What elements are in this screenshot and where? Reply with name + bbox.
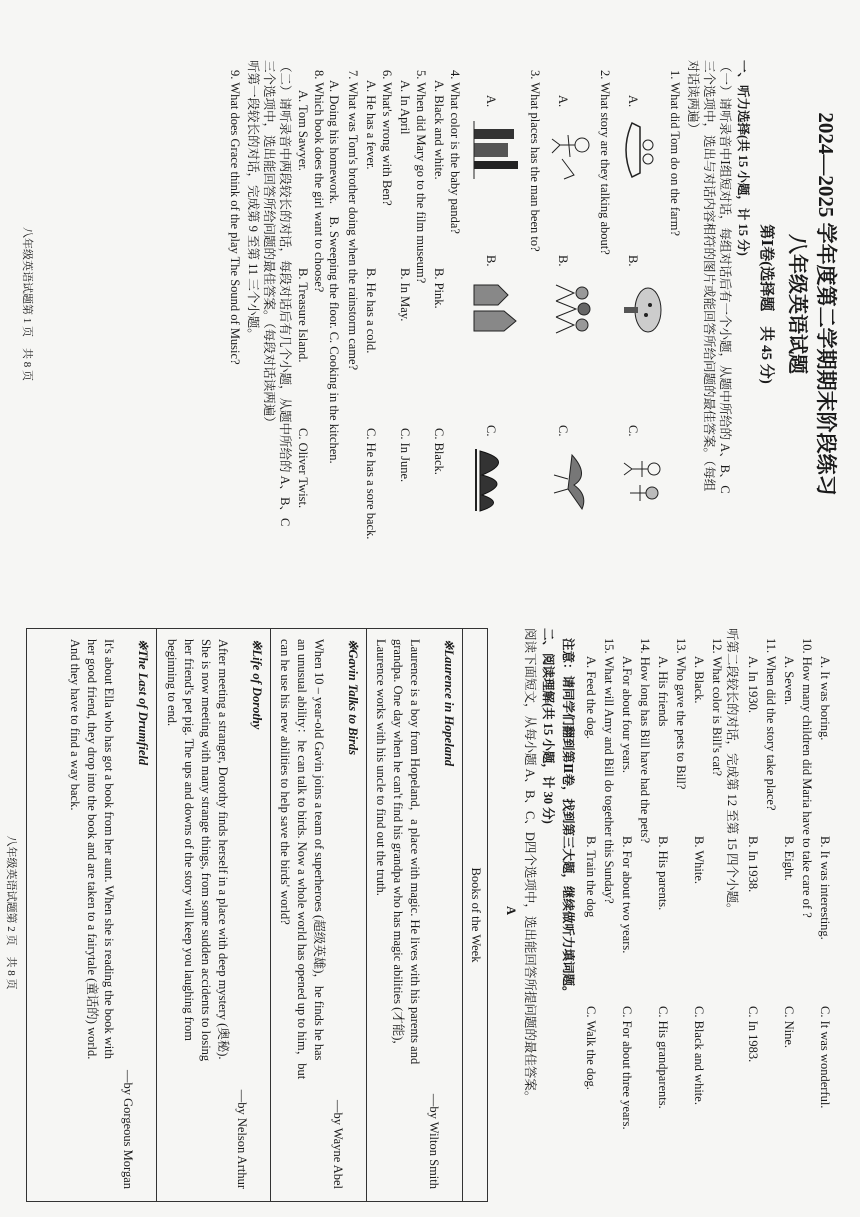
question-6: 6. What's wrong with Ben? [380, 70, 394, 206]
option-b: B. In May. [398, 268, 412, 322]
option-a: A. In 1930. [746, 656, 760, 713]
option-letter: C. [626, 425, 640, 437]
question-14: 14. How long has Bill have had the pets? [638, 638, 652, 844]
divider [462, 629, 463, 1201]
farm-boat-icon [620, 115, 662, 185]
place-tower-icon [470, 115, 522, 185]
question-12: 12. What color is Bill's cat? [710, 638, 724, 777]
option-c: C. Nine. [782, 1006, 796, 1049]
option-b: B. For about two years. [620, 836, 634, 954]
question-4: 4. What color is the baby panda? [448, 70, 462, 234]
page-footer: 八年级英语试题第 2 页 共 8 页 [5, 835, 17, 990]
option-b: B. He has a cold. [364, 268, 378, 354]
option-a: A. It was boring. [818, 656, 832, 741]
option-c: C. He has a sore back. [364, 428, 378, 540]
option-c: C. In 1983. [746, 1006, 760, 1063]
option-c: C. For about three years. [620, 1006, 634, 1130]
book-title: ※The Last of Drumfield [136, 639, 150, 766]
question-2: 2. What story are they talking about? [598, 70, 612, 255]
option-c: C. Black. [432, 428, 446, 475]
option-letter: A. [556, 95, 570, 108]
book-description [66, 639, 117, 1191]
listening-instructions: （一）请听录音中Ⅰ组短对话，每组对话后有一个小题，从题中所给的 A、B、C [718, 60, 732, 494]
book-description [276, 639, 327, 1191]
text-line: She is now meeting with many strange things, from some sudden accidents to losing [199, 639, 213, 1062]
question-7-options: A. Doing his homework. B. Sweeping the floor. C. Cooking in the kitchen. [327, 80, 341, 464]
exam-subtitle: 八年级英语试题 [786, 234, 808, 374]
option-a: A. Feed the dog. [584, 656, 598, 739]
section-reading: 二、阅读理解(共 15 小题，计 30 分) [541, 628, 555, 824]
page-footer: 八年级英语试题第 1 页 共 8 页 [21, 227, 33, 381]
books-of-week-box [26, 628, 488, 1202]
story-crowd-icon [552, 275, 594, 345]
option-a: A. He has a fever. [364, 80, 378, 170]
text-line: grandpa. One day when he can't find his grandpa who has magic abilities (才能), [391, 639, 405, 1044]
option-b: B. Treasure Island. [296, 268, 310, 363]
option-b: B. In 1938. [746, 836, 760, 893]
option-c: C. In June. [398, 428, 412, 483]
long-dialogue-instructions: 听第一段较长的对话，完成第 9 至第 11 三个小题。 [246, 60, 260, 341]
place-monument-icon [470, 275, 522, 345]
text-line: can he use his new abilities to help save the birds' world? [278, 639, 292, 925]
farm-tree-icon [622, 275, 664, 345]
option-letter: C. [556, 425, 570, 437]
text-line: And they have to find a way back. [68, 639, 82, 811]
option-c: C. Black and white. [692, 1006, 706, 1105]
book-author: —by Gorgeous Morgan [121, 1070, 135, 1189]
text-line: After meeting a stranger, Dorothy finds herself in a place with deep mystery (奥秘). [216, 639, 230, 1060]
book-title: ※Gavin Talks to Birds [346, 639, 360, 755]
option-c: C. Oliver Twist. [296, 428, 310, 509]
option-a: A.For about four years. [620, 656, 634, 773]
question-7: 7. What was Tom's brother doing when the rainstorm came? [346, 70, 360, 371]
listening-instructions: 三个选项中，选出与对话内容相符的图片或能回答所给问题的最佳答案。（每组 [702, 60, 716, 492]
question-11: 11. When did the story take place? [764, 638, 778, 811]
text-line: Laurence works with his uncle to find out the truth. [374, 639, 388, 896]
question-8: 8. Which book does the girl want to choose? [312, 70, 326, 293]
divider [156, 629, 157, 1201]
option-letter: B. [626, 255, 640, 267]
text-line: When 10 – year-old Gavin joins a team of superheroes (超级英雄)，he finds he has [312, 639, 326, 1061]
volume-heading: 第Ⅰ卷(选择题 共 45 分) [758, 224, 774, 384]
option-letter: C. [484, 425, 498, 437]
text-line: an unusual ability：he can talk to birds. Now a whole world has opened up to him，but [295, 639, 309, 1080]
text-line: It's about Ella who has got a book from her aunt. When she is reading the book with [102, 639, 116, 1059]
book-description [163, 639, 231, 1191]
divider [366, 629, 367, 1201]
notice: 注意：请同学们翻到第Ⅱ卷，找到第三大题，继续做听力填词题。 [561, 638, 575, 999]
option-letter: B. [484, 255, 498, 267]
question-10: 10. How many children did Maria have to take care of ? [800, 638, 814, 918]
book-description [372, 639, 423, 1191]
option-a: A. Black and white. [432, 80, 446, 180]
option-c: C. It was wonderful. [818, 1006, 832, 1109]
question-5: 5. When did Mary go to the film museum? [414, 70, 428, 284]
option-c: C. His grandparents. [656, 1006, 670, 1109]
option-b: B. Eight. [782, 836, 796, 881]
option-b: B. Pink. [432, 268, 446, 309]
story-bird-icon [552, 445, 594, 515]
option-letter: A. [484, 95, 498, 108]
question-1: 1. What did Tom do on the farm? [668, 70, 682, 236]
reading-instructions: 阅读下面短文，从每小题 A、B、C、D四个选项中，选出能回答所提问题的最佳答案。 [523, 628, 537, 1104]
book-title: ※Laurence in Hopeland [442, 639, 456, 767]
option-a: A. Seven. [782, 656, 796, 705]
text-line: Laurence is a boy from Hopeland，a place with magic. He lives with his parents and [408, 639, 422, 1065]
long-dialogue-2-instructions: 听第二段较长的对话，完成第 12 至第 15 四个小题。 [725, 628, 739, 916]
farm-people-icon [622, 445, 664, 515]
text-line: her good friend, they drop into the book and are taken to a fairytale (童话的) world. [85, 639, 99, 1060]
option-c: C. Walk the dog. [584, 1006, 598, 1090]
option-b: B. White. [692, 836, 706, 885]
option-a: A. Black. [692, 656, 706, 704]
option-a: A. In April [398, 80, 412, 135]
box-title: Books of the Week [469, 867, 483, 963]
listening-instructions: 对话读两遍） [686, 60, 700, 136]
question-9: 9. What does Grace think of the play The Sound of Music? [228, 70, 242, 365]
place-opera-house-icon [470, 445, 526, 515]
text-line: beginning to end. [165, 639, 179, 727]
option-b: B. Train the dog [584, 836, 598, 918]
book-author: —by Wilton Smith [427, 1093, 441, 1189]
story-boy-icon [550, 115, 592, 185]
option-b: B. It was interesting. [818, 836, 832, 940]
text-line: her friend's pet pig. The ups and downs of the story will keep you laughing from [182, 639, 196, 1041]
question-15: 15. What will Amy and Bill do together this Sunday? [602, 638, 616, 904]
book-author: —by Wayne Abel [331, 1099, 345, 1189]
book-title: ※Life of Dorothy [250, 639, 264, 730]
page-two [0, 608, 860, 1217]
divider [270, 629, 271, 1201]
passage-letter: A [504, 906, 518, 916]
page-one [0, 0, 860, 608]
long-dialogue-instructions: （二）请听录音中两段较长的对话，每段对话后有几个小题，从题中所给的 A、B、C [278, 60, 292, 527]
section-listening: 一、听力选择(共 15 小题，计 15 分) [736, 60, 750, 256]
book-author: —by Nelson Arthur [235, 1089, 249, 1189]
exam-title: 2024—2025 学年度第二学期期末阶段练习 [814, 112, 838, 496]
question-13: 13. Who gave the pets to Bill? [674, 638, 688, 790]
option-a: A. Tom Sawyer. [296, 90, 310, 171]
option-a: A. His friends [656, 656, 670, 727]
option-b: B. His parents. [656, 836, 670, 911]
option-letter: B. [556, 255, 570, 267]
option-letter: A. [626, 95, 640, 108]
long-dialogue-instructions: 三个选项中，选出能回答所给问题的最佳答案。（每段对话读两遍） [262, 60, 276, 429]
question-3: 3. What places has the man been to? [528, 70, 542, 252]
